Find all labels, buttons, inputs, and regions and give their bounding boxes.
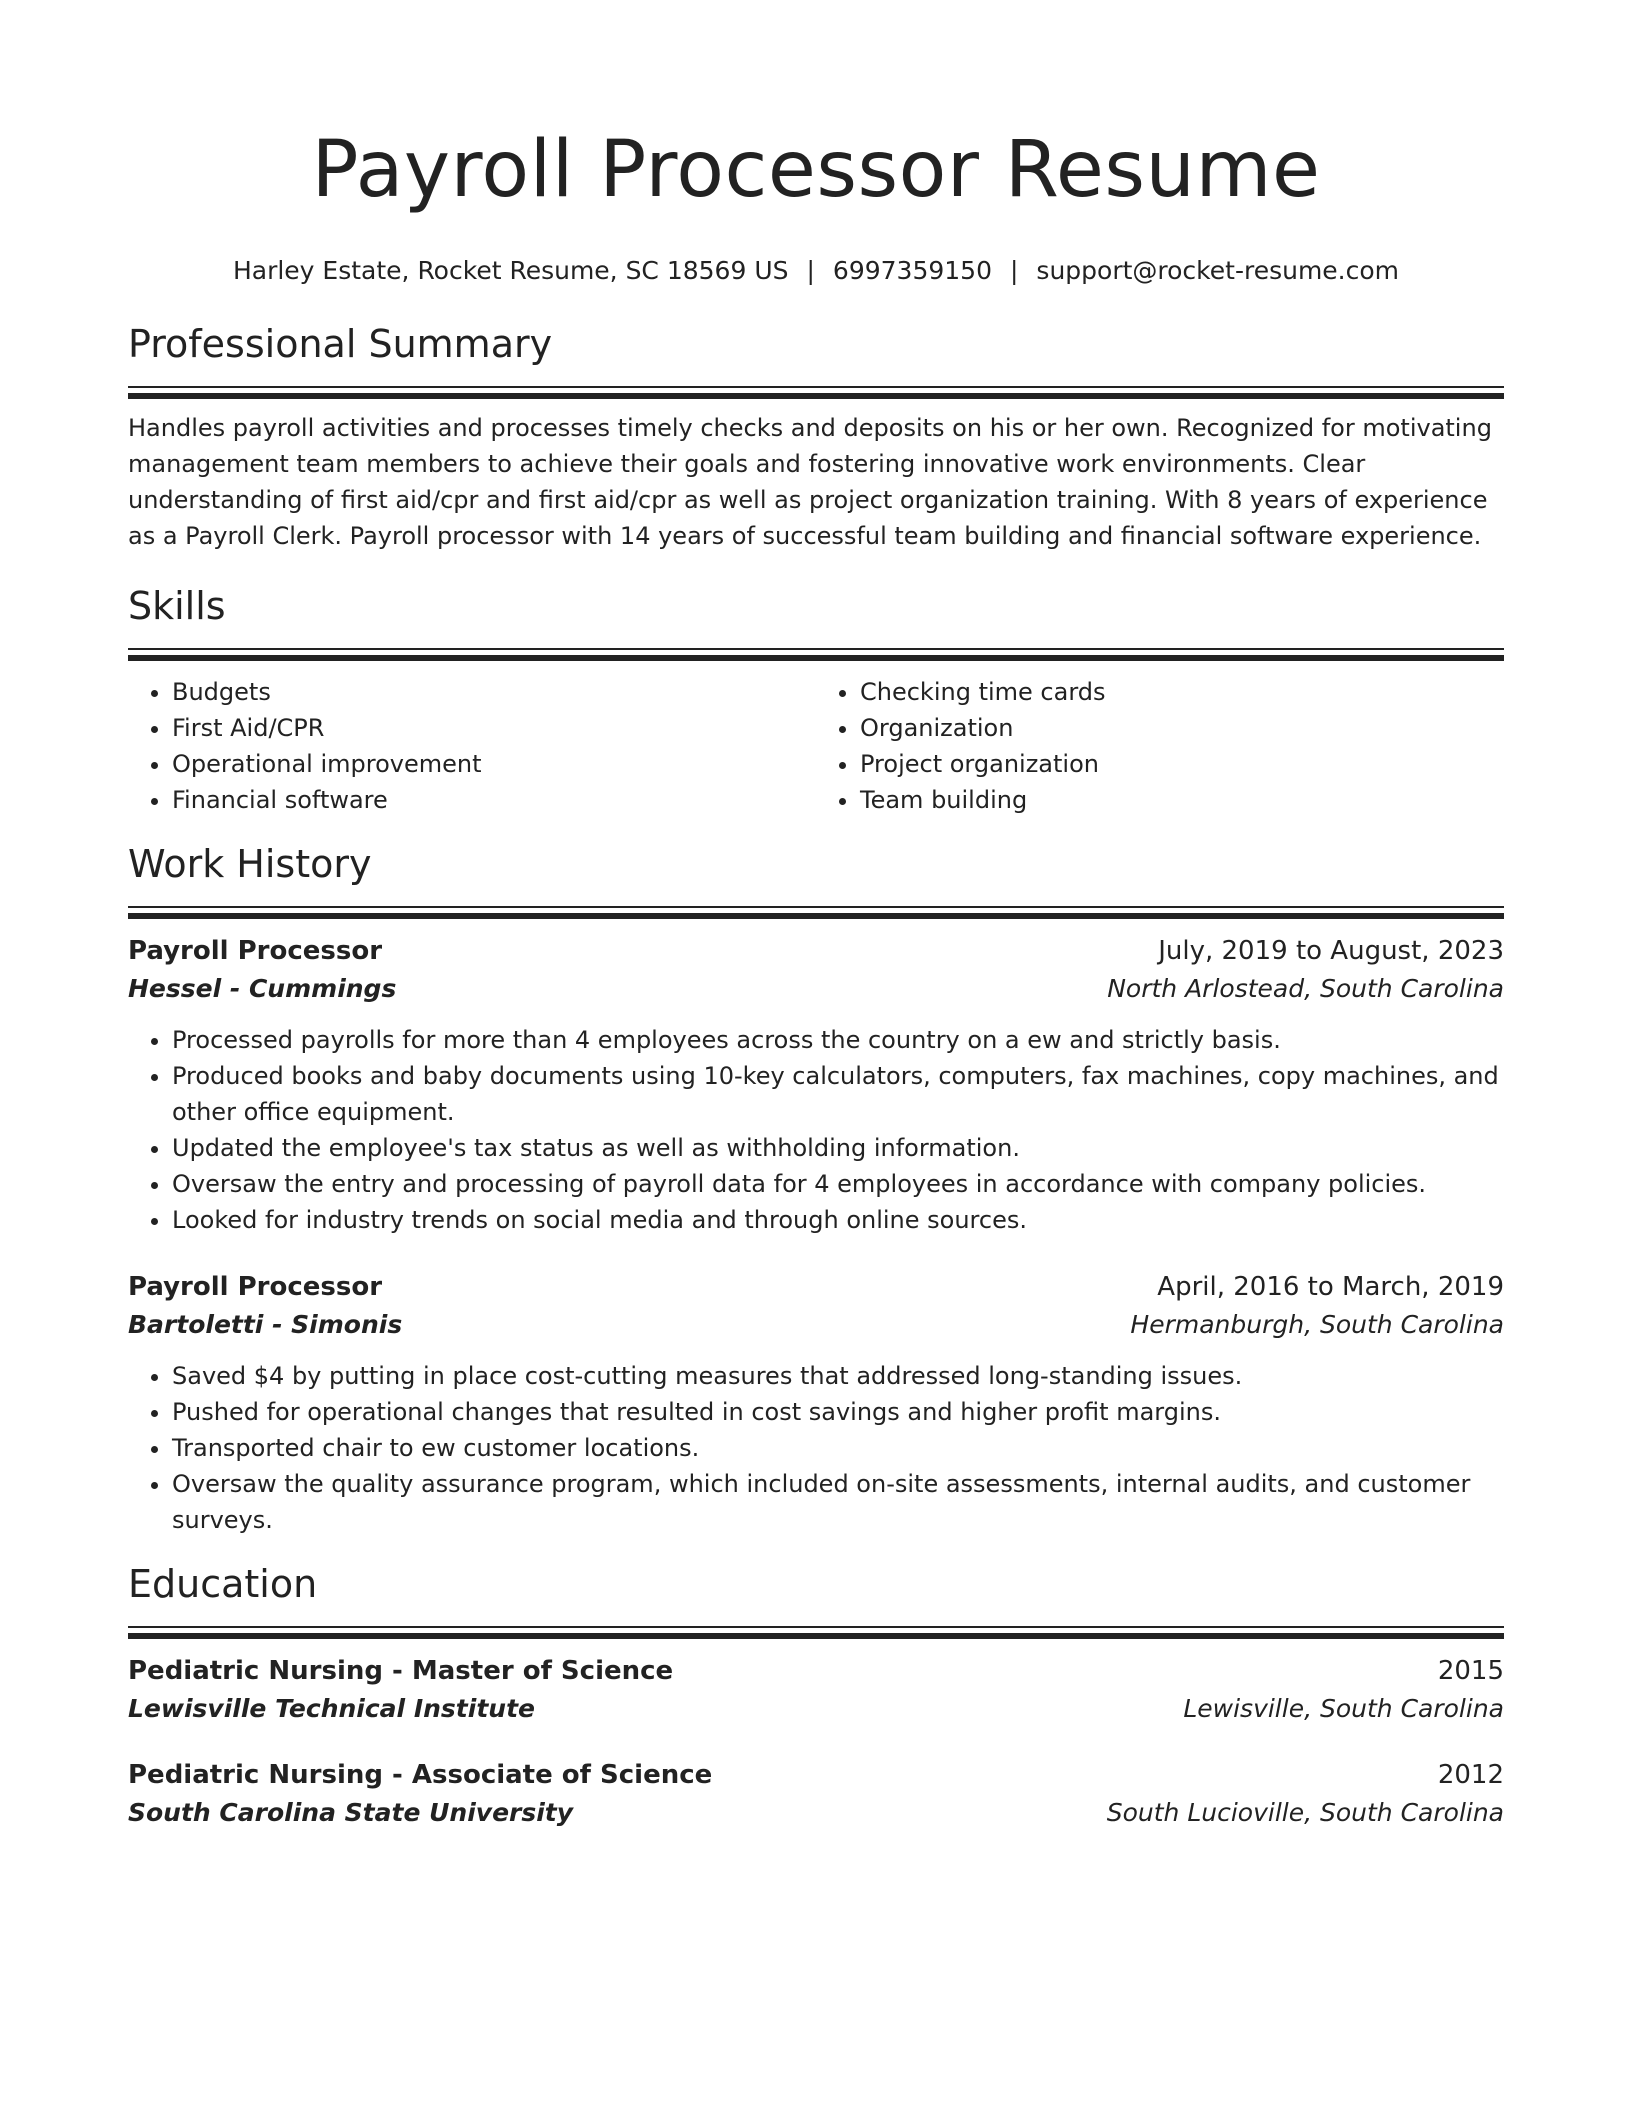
summary-section [128, 318, 1504, 554]
section-heading-work-history: Work History [128, 842, 372, 886]
job-company: Bartoletti - Simonis [128, 1310, 403, 1339]
job-duty: • Produced books and baby documents using 10-key calculators, computers, fax machines, copy machines, and other office equipment. [172, 1058, 1504, 1130]
education-header-row [128, 1756, 1504, 1794]
education-school-row [128, 1690, 1504, 1728]
job-duty: • Pushed for operational changes that resulted in cost savings and higher profit margins. [172, 1394, 1504, 1430]
job-duties-list [128, 1358, 1504, 1538]
job-dates: July, 2019 to August, 2023 [1158, 936, 1504, 966]
education-year: 2015 [1437, 1656, 1504, 1686]
education-header-row [128, 1652, 1504, 1690]
education-location: South Lucioville, South Carolina [1106, 1798, 1504, 1827]
job-entry [128, 1268, 1504, 1538]
contact-separator: | [1009, 256, 1019, 285]
education-section [128, 1558, 1504, 1832]
job-location: Hermanburgh, South Carolina [1130, 1310, 1504, 1339]
skills-section [128, 580, 1504, 818]
job-entry [128, 932, 1504, 1238]
skill-item: • Team building [860, 782, 1504, 818]
job-duty: • Saved $4 by putting in place cost-cutting measures that addressed long-standing issues. [172, 1358, 1504, 1394]
section-divider [128, 648, 1504, 660]
contact-email[interactable]: support@rocket-resume.com [1036, 256, 1400, 285]
contact-address: Harley Estate, Rocket Resume, SC 18569 US [232, 256, 789, 285]
job-title: Payroll Processor [128, 1272, 383, 1302]
education-degree: Pediatric Nursing - Master of Science [128, 1656, 674, 1686]
education-location: Lewisville, South Carolina [1183, 1694, 1504, 1723]
summary-text: Handles payroll activities and processes timely checks and deposits on his or her own. Recognized for motivating management team members to achieve their goals and fostering innovative work environments. Clear understanding of first aid/cpr and first aid/cpr as well as project organization training. With 8 years of experience as a Payroll Clerk. Payroll processor with 14 years of successful team building and financial software experience. [128, 414, 1492, 550]
job-title: Payroll Processor [128, 936, 383, 966]
job-duty: • Oversaw the quality assurance program, which included on-site assessments, internal audits, and customer surveys. [172, 1466, 1504, 1538]
job-company: Hessel - Cummings [128, 974, 397, 1003]
education-school: South Carolina State University [128, 1798, 574, 1827]
job-duty: • Looked for industry trends on social media and through online sources. [172, 1202, 1504, 1238]
education-school: Lewisville Technical Institute [128, 1694, 535, 1723]
skill-item: • Organization [860, 710, 1504, 746]
job-duty: • Transported chair to ew customer locations. [172, 1430, 1504, 1466]
job-header-row [128, 932, 1504, 970]
contact-separator: | [806, 256, 815, 285]
contact-line [128, 254, 1504, 288]
job-duty: • Oversaw the entry and processing of payroll data for 4 employees in accordance with company policies. [172, 1166, 1504, 1202]
resume-title: Payroll Processor Resume [311, 125, 1321, 215]
skill-item: • Checking time cards [860, 674, 1504, 710]
job-duty: • Updated the employee's tax status as well as withholding information. [172, 1130, 1504, 1166]
section-heading-summary: Professional Summary [128, 322, 553, 366]
skills-list-right [816, 674, 1504, 818]
section-divider [128, 1626, 1504, 1638]
section-divider [128, 386, 1504, 398]
skill-item: • Operational improvement [172, 746, 816, 782]
job-company-row [128, 970, 1504, 1008]
education-school-row [128, 1794, 1504, 1832]
section-divider [128, 906, 1504, 918]
job-header-row [128, 1268, 1504, 1306]
skills-list-left [128, 674, 816, 818]
skill-item: • Financial software [172, 782, 816, 818]
skill-item: • First Aid/CPR [172, 710, 816, 746]
job-dates: April, 2016 to March, 2019 [1157, 1272, 1504, 1302]
job-duties-list [128, 1022, 1504, 1238]
job-duty: • Processed payrolls for more than 4 employees across the country on a ew and strictly basis. [172, 1022, 1504, 1058]
skills-grid [128, 674, 1504, 818]
job-company-row [128, 1306, 1504, 1344]
work-history-section [128, 838, 1504, 1538]
education-year: 2012 [1437, 1760, 1504, 1790]
education-degree: Pediatric Nursing - Associate of Science [128, 1760, 713, 1790]
skill-item: • Budgets [172, 674, 816, 710]
education-entry [128, 1756, 1504, 1832]
skill-item: • Project organization [860, 746, 1504, 782]
section-heading-skills: Skills [128, 584, 226, 628]
section-heading-education: Education [128, 1562, 318, 1606]
contact-phone: 6997359150 [832, 256, 992, 285]
education-entry [128, 1652, 1504, 1728]
job-location: North Arlostead, South Carolina [1107, 974, 1504, 1003]
